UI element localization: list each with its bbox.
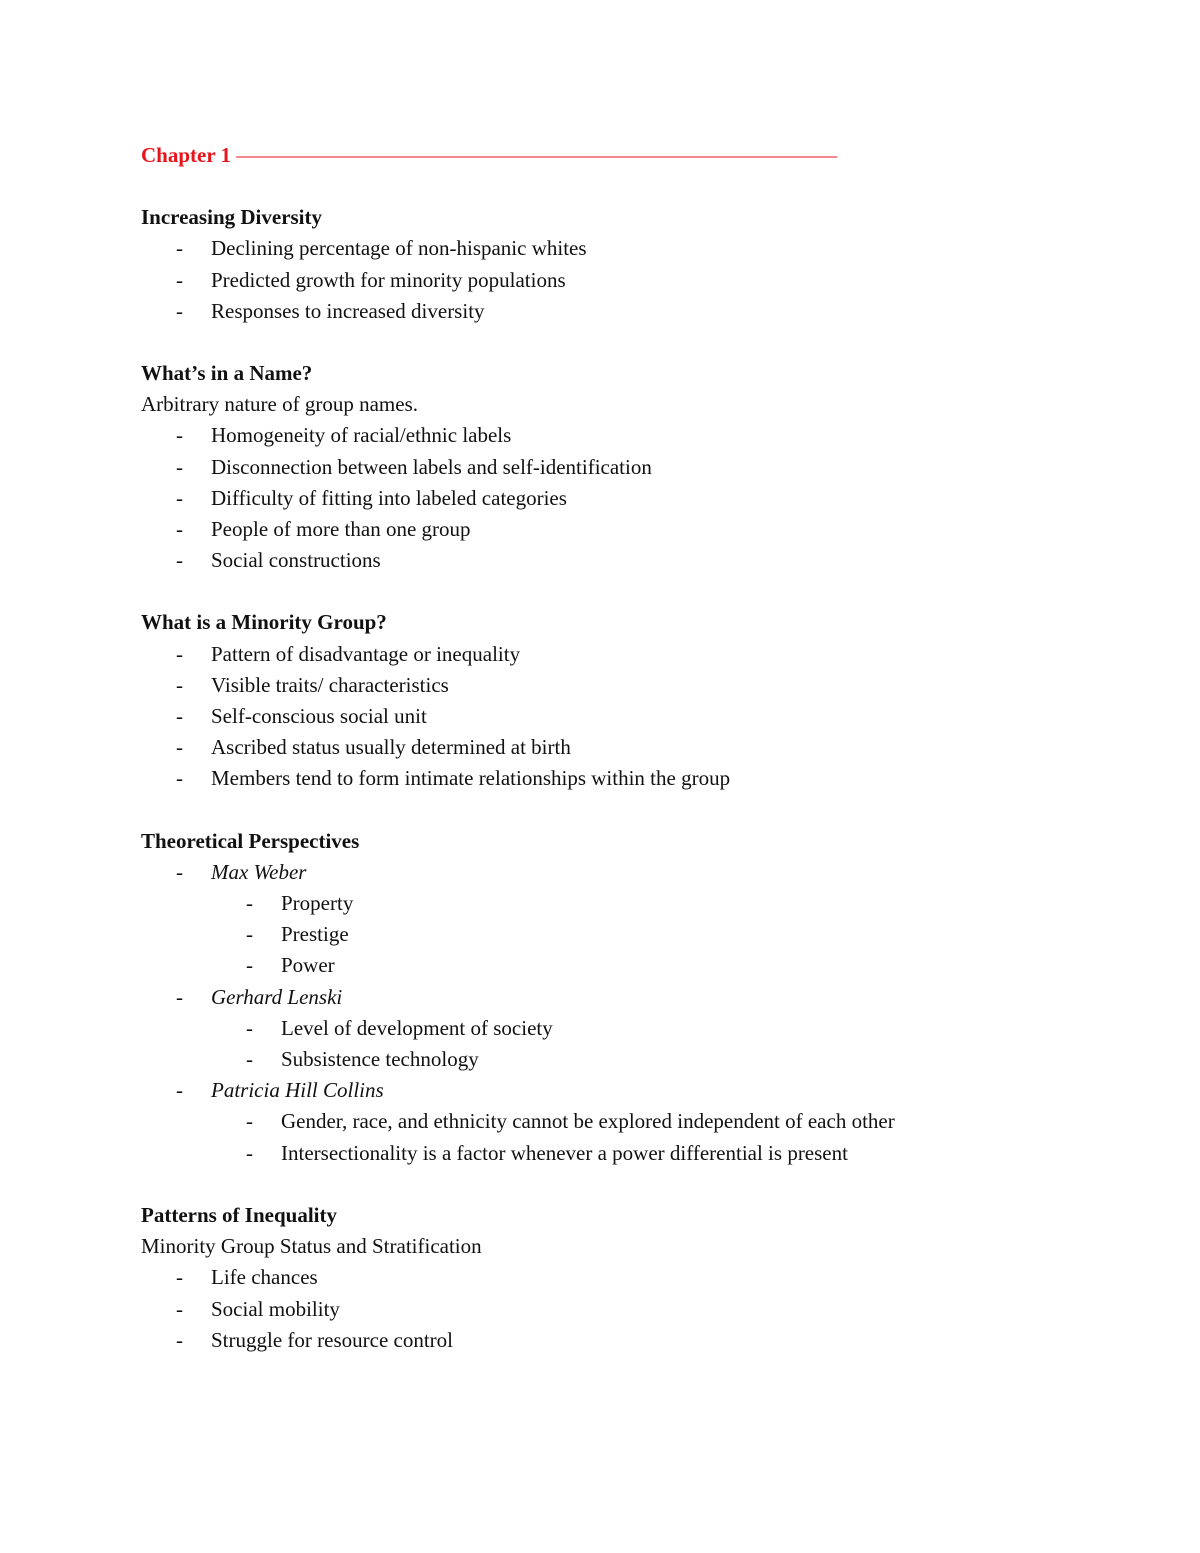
list-item-text: Life chances xyxy=(211,1265,318,1290)
list-item-text: Disconnection between labels and self-identification xyxy=(211,454,652,479)
bullet-dash: - xyxy=(246,1109,253,1134)
list-item xyxy=(211,1013,1041,1044)
list-item-text: Responses to increased diversity xyxy=(211,298,485,323)
section-heading-minority: What is a Minority Group? xyxy=(141,610,387,635)
bullet-dash: - xyxy=(176,704,183,729)
bullet-dash: - xyxy=(176,984,183,1009)
list-item-text: Predicted growth for minority populations xyxy=(211,267,566,292)
list-item xyxy=(141,296,1041,327)
list-item xyxy=(141,732,1041,763)
list-item xyxy=(141,670,1041,701)
bullet-dash: - xyxy=(176,485,183,510)
spacer xyxy=(141,171,1041,202)
diversity-list xyxy=(141,233,1041,327)
theorist-item xyxy=(141,1075,1041,1169)
chapter-rule: —————————————————————————————— xyxy=(236,143,837,167)
chapter-title xyxy=(141,140,1041,171)
list-item xyxy=(211,888,1041,919)
spacer xyxy=(141,327,1041,358)
bullet-dash: - xyxy=(176,236,183,261)
bullet-dash: - xyxy=(176,267,183,292)
theorist-points xyxy=(211,1013,1041,1075)
list-item xyxy=(141,452,1041,483)
theorist-item xyxy=(141,982,1041,1076)
list-item xyxy=(141,265,1041,296)
section-heading-theory: Theoretical Perspectives xyxy=(141,828,360,853)
list-item xyxy=(141,233,1041,264)
bullet-dash: - xyxy=(176,672,183,697)
list-item xyxy=(141,420,1041,451)
list-item xyxy=(141,545,1041,576)
list-item xyxy=(211,919,1041,950)
list-item-text: Prestige xyxy=(281,922,349,947)
section-heading-diversity: Increasing Diversity xyxy=(141,205,323,230)
list-item-text: Social mobility xyxy=(211,1296,340,1321)
list-item-text: People of more than one group xyxy=(211,517,471,542)
bullet-dash: - xyxy=(246,922,253,947)
bullet-dash: - xyxy=(176,766,183,791)
list-item xyxy=(141,763,1041,794)
theorist-name: Gerhard Lenski xyxy=(211,984,343,1009)
list-item-text: Power xyxy=(281,953,335,978)
list-item-text: Pattern of disadvantage or inequality xyxy=(211,641,521,666)
list-item-text: Struggle for resource control xyxy=(211,1327,454,1352)
list-item-text: Self-conscious social unit xyxy=(211,704,427,729)
bullet-dash: - xyxy=(246,891,253,916)
bullet-dash: - xyxy=(176,735,183,760)
list-item-text: Members tend to form intimate relationships within the group xyxy=(211,766,731,791)
bullet-dash: - xyxy=(246,1140,253,1165)
theorist-item xyxy=(141,857,1041,982)
bullet-dash: - xyxy=(176,1327,183,1352)
spacer xyxy=(141,1169,1041,1200)
bullet-dash: - xyxy=(176,298,183,323)
inequality-list xyxy=(141,1262,1041,1356)
list-item xyxy=(141,1325,1041,1356)
bullet-dash: - xyxy=(176,1296,183,1321)
bullet-dash: - xyxy=(176,454,183,479)
minority-list xyxy=(141,639,1041,795)
bullet-dash: - xyxy=(176,859,183,884)
list-item-text: Level of development of society xyxy=(281,1015,553,1040)
bullet-dash: - xyxy=(246,1015,253,1040)
list-item-text: Ascribed status usually determined at birth xyxy=(211,735,571,760)
bullet-dash: - xyxy=(246,953,253,978)
chapter-title-text: Chapter 1 xyxy=(141,143,232,167)
list-item-text: Intersectionality is a factor whenever a power differential is present xyxy=(281,1140,848,1165)
list-item-text: Visible traits/ characteristics xyxy=(211,672,449,697)
list-item-text: Property xyxy=(281,891,354,916)
bullet-dash: - xyxy=(176,517,183,542)
list-item-text: Subsistence technology xyxy=(281,1047,479,1072)
list-item xyxy=(141,701,1041,732)
list-item-text: Gender, race, and ethnicity cannot be explored independent of each other xyxy=(281,1109,895,1134)
section-intro-inequality: Minority Group Status and Stratification xyxy=(141,1234,482,1259)
bullet-dash: - xyxy=(176,1078,183,1103)
list-item xyxy=(211,950,1041,981)
bullet-dash: - xyxy=(176,641,183,666)
theorist-points xyxy=(211,888,1041,982)
list-item xyxy=(141,1294,1041,1325)
bullet-dash: - xyxy=(246,1047,253,1072)
bullet-dash: - xyxy=(176,1265,183,1290)
theorist-name: Max Weber xyxy=(211,859,307,884)
bullet-dash: - xyxy=(176,423,183,448)
list-item-text: Social constructions xyxy=(211,548,381,573)
section-heading-name: What’s in a Name? xyxy=(141,361,313,386)
theorist-points xyxy=(211,1106,1041,1168)
theorist-name: Patricia Hill Collins xyxy=(211,1078,384,1103)
list-item xyxy=(211,1106,1041,1137)
section-heading-inequality: Patterns of Inequality xyxy=(141,1202,337,1227)
list-item xyxy=(141,483,1041,514)
document-page xyxy=(141,140,1041,1356)
list-item xyxy=(141,1262,1041,1293)
list-item-text: Declining percentage of non-hispanic whites xyxy=(211,236,587,261)
list-item xyxy=(141,639,1041,670)
name-list xyxy=(141,420,1041,576)
list-item-text: Difficulty of fitting into labeled categories xyxy=(211,485,567,510)
list-item xyxy=(211,1138,1041,1169)
list-item-text: Homogeneity of racial/ethnic labels xyxy=(211,423,512,448)
spacer xyxy=(141,576,1041,607)
section-intro-name: Arbitrary nature of group names. xyxy=(141,392,418,417)
bullet-dash: - xyxy=(176,548,183,573)
theory-list xyxy=(141,857,1041,1169)
spacer xyxy=(141,795,1041,826)
list-item xyxy=(211,1044,1041,1075)
list-item xyxy=(141,514,1041,545)
